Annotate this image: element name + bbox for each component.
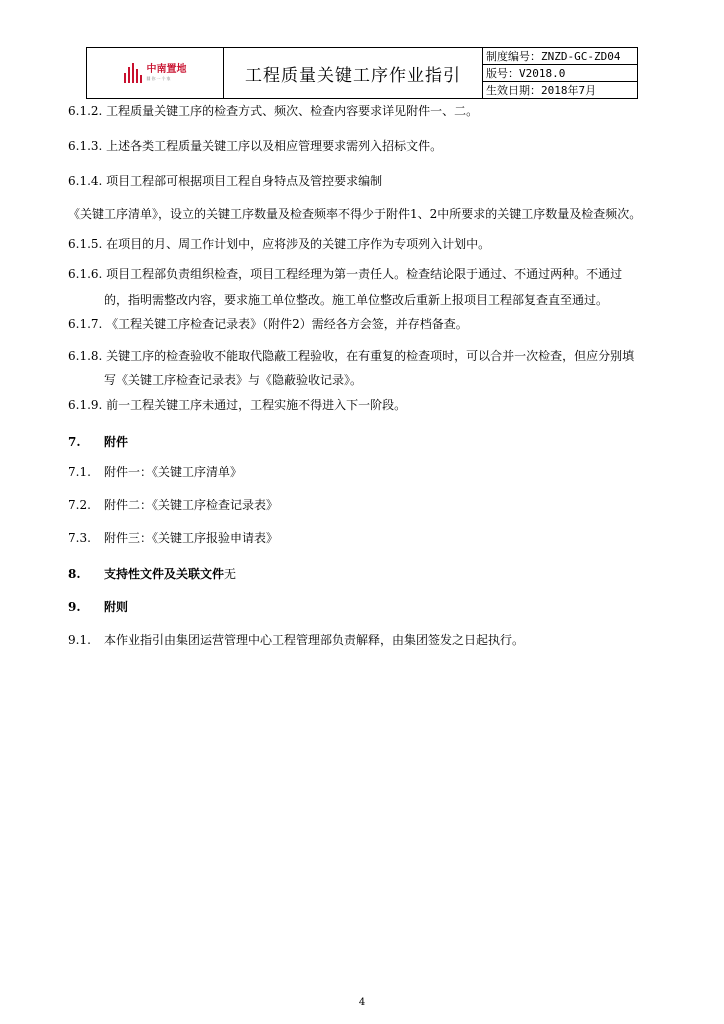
paragraph-6-1-5: 6.1.5. 在项目的月、周工作计划中，应将涉及的关键工序作为专项列入计划中。 — [68, 237, 491, 251]
paragraph-6-1-3: 6.1.3. 上述各类工程质量关键工序以及相应管理要求需列入招标文件。 — [68, 139, 443, 153]
doc-version: 版号：V2018.0 — [483, 65, 637, 82]
paragraph-6-1-7: 6.1.7. 《工程关键工序检查记录表》（附件2）需经各方会签，并存档备查。 — [68, 317, 468, 331]
paragraph-6-1-6-line2: 的，指明需整改内容，要求施工单位整改。施工单位整改后重新上报项目工程部复查直至通过。 — [104, 293, 609, 307]
section-9-title: 附则 — [104, 600, 129, 614]
paragraph-6-1-8-line1: 6.1.8. 关键工序的检查验收不能取代隐蔽工程验收，在有重复的检查项时，可以合并一次检查，但应分别填 — [68, 349, 635, 363]
paragraph-6-1-4: 6.1.4. 项目工程部可根据项目工程自身特点及管控要求编制 — [68, 174, 383, 188]
paragraph-6-1-4-continued: 《关键工序清单》，设立的关键工序数量及检查频率不得少于附件1、2中所要求的关键工序数量及检查频次。 — [68, 207, 642, 221]
section-8-title: 支持性文件及关联文件 — [104, 567, 225, 581]
paragraph-6-1-2: 6.1.2. 工程质量关键工序的检查方式、频次、检查内容要求详见附件一、二。 — [68, 104, 479, 118]
item-7-3-number: 7.3. — [68, 531, 91, 545]
logo-tagline: 圆你一个家 — [146, 76, 172, 81]
doc-effective-date: 生效日期：2018年7月 — [486, 84, 597, 97]
item-7-1-text: 附件一：《关键工序清单》 — [104, 465, 243, 479]
paragraph-6-1-6-line1: 6.1.6. 项目工程部负责组织检查，项目工程经理为第一责任人。检查结论限于通过、不通过两种。不通过 — [68, 267, 623, 281]
item-7-3-text: 附件三：《关键工序报验申请表》 — [104, 531, 279, 545]
item-9-1-number: 9.1. — [68, 633, 91, 647]
item-7-1-number: 7.1. — [68, 465, 91, 479]
document-header — [86, 47, 638, 99]
item-7-2-text: 附件二：《关键工序检查记录表》 — [104, 498, 279, 512]
logo-name: 中南置地 — [146, 64, 187, 75]
section-7-title: 附件 — [104, 435, 129, 449]
item-7-3 — [68, 530, 278, 546]
item-7-2 — [68, 497, 278, 513]
section-8-value: 无 — [224, 567, 237, 581]
company-logo — [124, 63, 187, 83]
section-7-number: 7. — [68, 435, 81, 449]
paragraph-6-1-9: 6.1.9. 前一工程关键工序未通过，工程实施不得进入下一阶段。 — [68, 398, 407, 412]
section-8-number: 8. — [68, 567, 81, 581]
section-9-number: 9. — [68, 600, 81, 614]
document-meta — [483, 48, 637, 98]
section-8-heading — [68, 566, 236, 582]
page-number: 4 — [358, 997, 366, 1008]
logo-cell — [87, 48, 224, 98]
document-title: 工程质量关键工序作业指引 — [224, 48, 483, 98]
item-9-1 — [68, 632, 524, 648]
logo-bars-icon — [124, 63, 142, 83]
section-7-heading — [68, 434, 128, 450]
doc-number: 制度编号：ZNZD-GC-ZD04 — [483, 48, 637, 65]
section-9-heading — [68, 599, 128, 615]
paragraph-6-1-8-line2: 写《关键工序检查记录表》与《隐蔽验收记录》。 — [104, 373, 363, 387]
item-7-1 — [68, 464, 242, 480]
item-7-2-number: 7.2. — [68, 498, 91, 512]
item-9-1-text: 本作业指引由集团运营管理中心工程管理部负责解释，由集团签发之日起执行。 — [104, 633, 525, 647]
